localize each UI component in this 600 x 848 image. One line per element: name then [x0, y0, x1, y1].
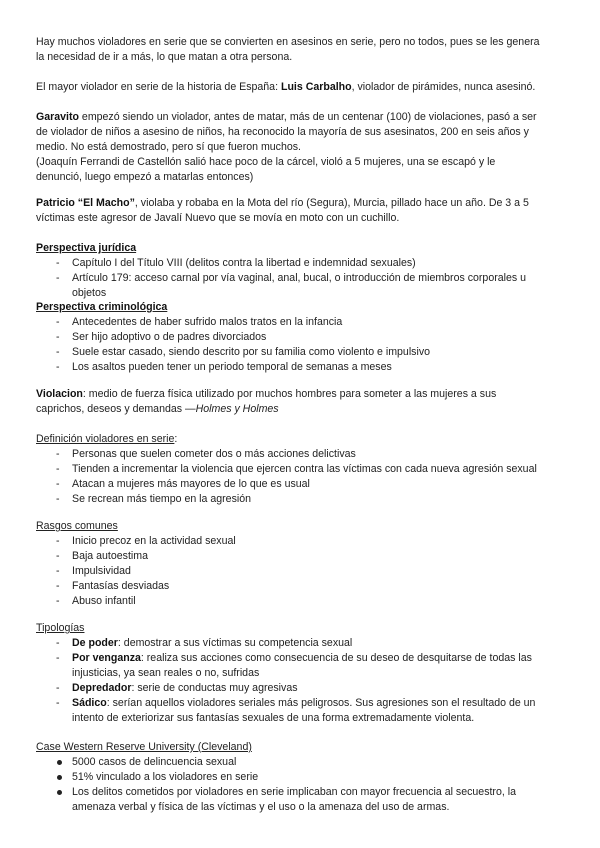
list-item: - Los asaltos pueden tener un periodo temporal de semanas a meses [56, 361, 392, 373]
tipologias-list [36, 636, 564, 726]
list-item: 51% vinculado a los violadores en serie [36, 770, 564, 785]
section-perspectiva-criminologica [36, 300, 564, 375]
definicion-list [36, 447, 564, 507]
list-item: - Abuso infantil [56, 595, 136, 607]
section-heading: Perspectiva criminológica [36, 301, 168, 313]
section-case-western [36, 740, 564, 815]
list-item: - Artículo 179: acceso carnal por vía vaginal, anal, bucal, o introducción de miembros corporales u objetos [56, 272, 527, 299]
section-heading: Rasgos comunes [36, 520, 118, 532]
list-item: - De poder: demostrar a sus víctimas su competencia sexual [56, 637, 353, 649]
intro-paragraph: Hay muchos violadores en serie que se convierten en asesinos en serie, pero no todos, pues se les genera la necesidad de ir a más, lo que matan a otra persona. [36, 36, 540, 63]
list-item: - Fantasías desviadas [56, 580, 170, 592]
section-heading: Tipologías [36, 622, 85, 634]
list-item: 5000 casos de delincuencia sexual [36, 755, 564, 770]
rasgos-list [36, 534, 564, 609]
list-item: - Impulsividad [56, 565, 131, 577]
juridica-list [36, 256, 564, 301]
section-tipologias [36, 621, 564, 726]
section-rasgos-comunes [36, 519, 564, 609]
list-item: - Por venganza: realiza sus acciones como consecuencia de su deseo de desquitarse de todas las injusticias, ya sean reales o no, sufridas [56, 652, 532, 679]
list-item: - Se recrean más tiempo en la agresión [56, 493, 252, 505]
list-item: - Personas que suelen cometer dos o más acciones delictivas [56, 448, 356, 460]
section-definicion [36, 432, 564, 507]
section-perspectiva-juridica [36, 241, 564, 301]
patricio-paragraph: Patricio “El Macho”, violaba y robaba en la Mota del río (Segura), Murcia, pillado hace un año. De 3 a 5 víctimas este agresor de Javalí Nuevo que se movía en moto con un cuchillo. [36, 197, 529, 224]
bullet-dot-icon [57, 760, 62, 765]
garavito-paragraph: Garavito empezó siendo un violador, antes de matar, más de un centenar (100) de violaciones, pasó a ser de violador de niños a asesino de niños, ha reconocido la mayoría de sus asesinatos, 200 en seis años y medio. No está demostrado, pero sí que fueron muchos. (Joaquín Ferrandi de Castellón salió hace poco de la cárcel, violó a 5 mujeres, una se escapó y le denunció, luego empezó a matarlas entonces) [36, 111, 537, 183]
list-item: Los delitos cometidos por violadores en serie implicaban con mayor frecuencia al secuestro, la amenaza verbal y física de las víctimas y el uso o la amenaza del uso de armas. [36, 785, 564, 815]
list-item: - Suele estar casado, siendo descrito por su familia como violento e impulsivo [56, 346, 431, 358]
list-item: - Antecedentes de haber sufrido malos tratos en la infancia [56, 316, 343, 328]
list-item: - Atacan a mujeres más mayores de lo que es usual [56, 478, 310, 490]
carbalho-paragraph: El mayor violador en serie de la historia de España: Luis Carbalho, violador de pirámides, nunca asesinó. [36, 81, 536, 93]
list-item: - Capítulo I del Título VIII (delitos contra la libertad e indemnidad sexuales) [56, 257, 416, 269]
list-item: - Sádico: serían aquellos violadores seriales más peligrosos. Sus agresiones son el resultado de un intento de exteriorizar sus fantasías sexuales de una forma extremadamente violenta. [56, 697, 536, 724]
list-item: - Tienden a incrementar la violencia que ejercen contra las víctimas con cada nueva agresión sexual [56, 463, 537, 475]
section-heading: Perspectiva jurídica [36, 242, 137, 254]
violacion-definition: Violacion: medio de fuerza física utilizado por muchos hombres para someter a las mujeres a sus caprichos, deseos y demandas —Holmes y Holmes [36, 388, 497, 415]
case-list [36, 755, 564, 815]
list-item: - Inicio precoz en la actividad sexual [56, 535, 236, 547]
criminologica-list [36, 315, 564, 375]
section-heading: Case Western Reserve University (Cleveland) [36, 741, 252, 753]
list-item: - Baja autoestima [56, 550, 148, 562]
bullet-dot-icon [57, 775, 62, 780]
list-item: - Depredador: serie de conductas muy agresivas [56, 682, 298, 694]
list-item: - Ser hijo adoptivo o de padres divorciados [56, 331, 267, 343]
section-heading: Definición violadores en serie: [36, 433, 178, 445]
bullet-dot-icon [57, 790, 62, 795]
